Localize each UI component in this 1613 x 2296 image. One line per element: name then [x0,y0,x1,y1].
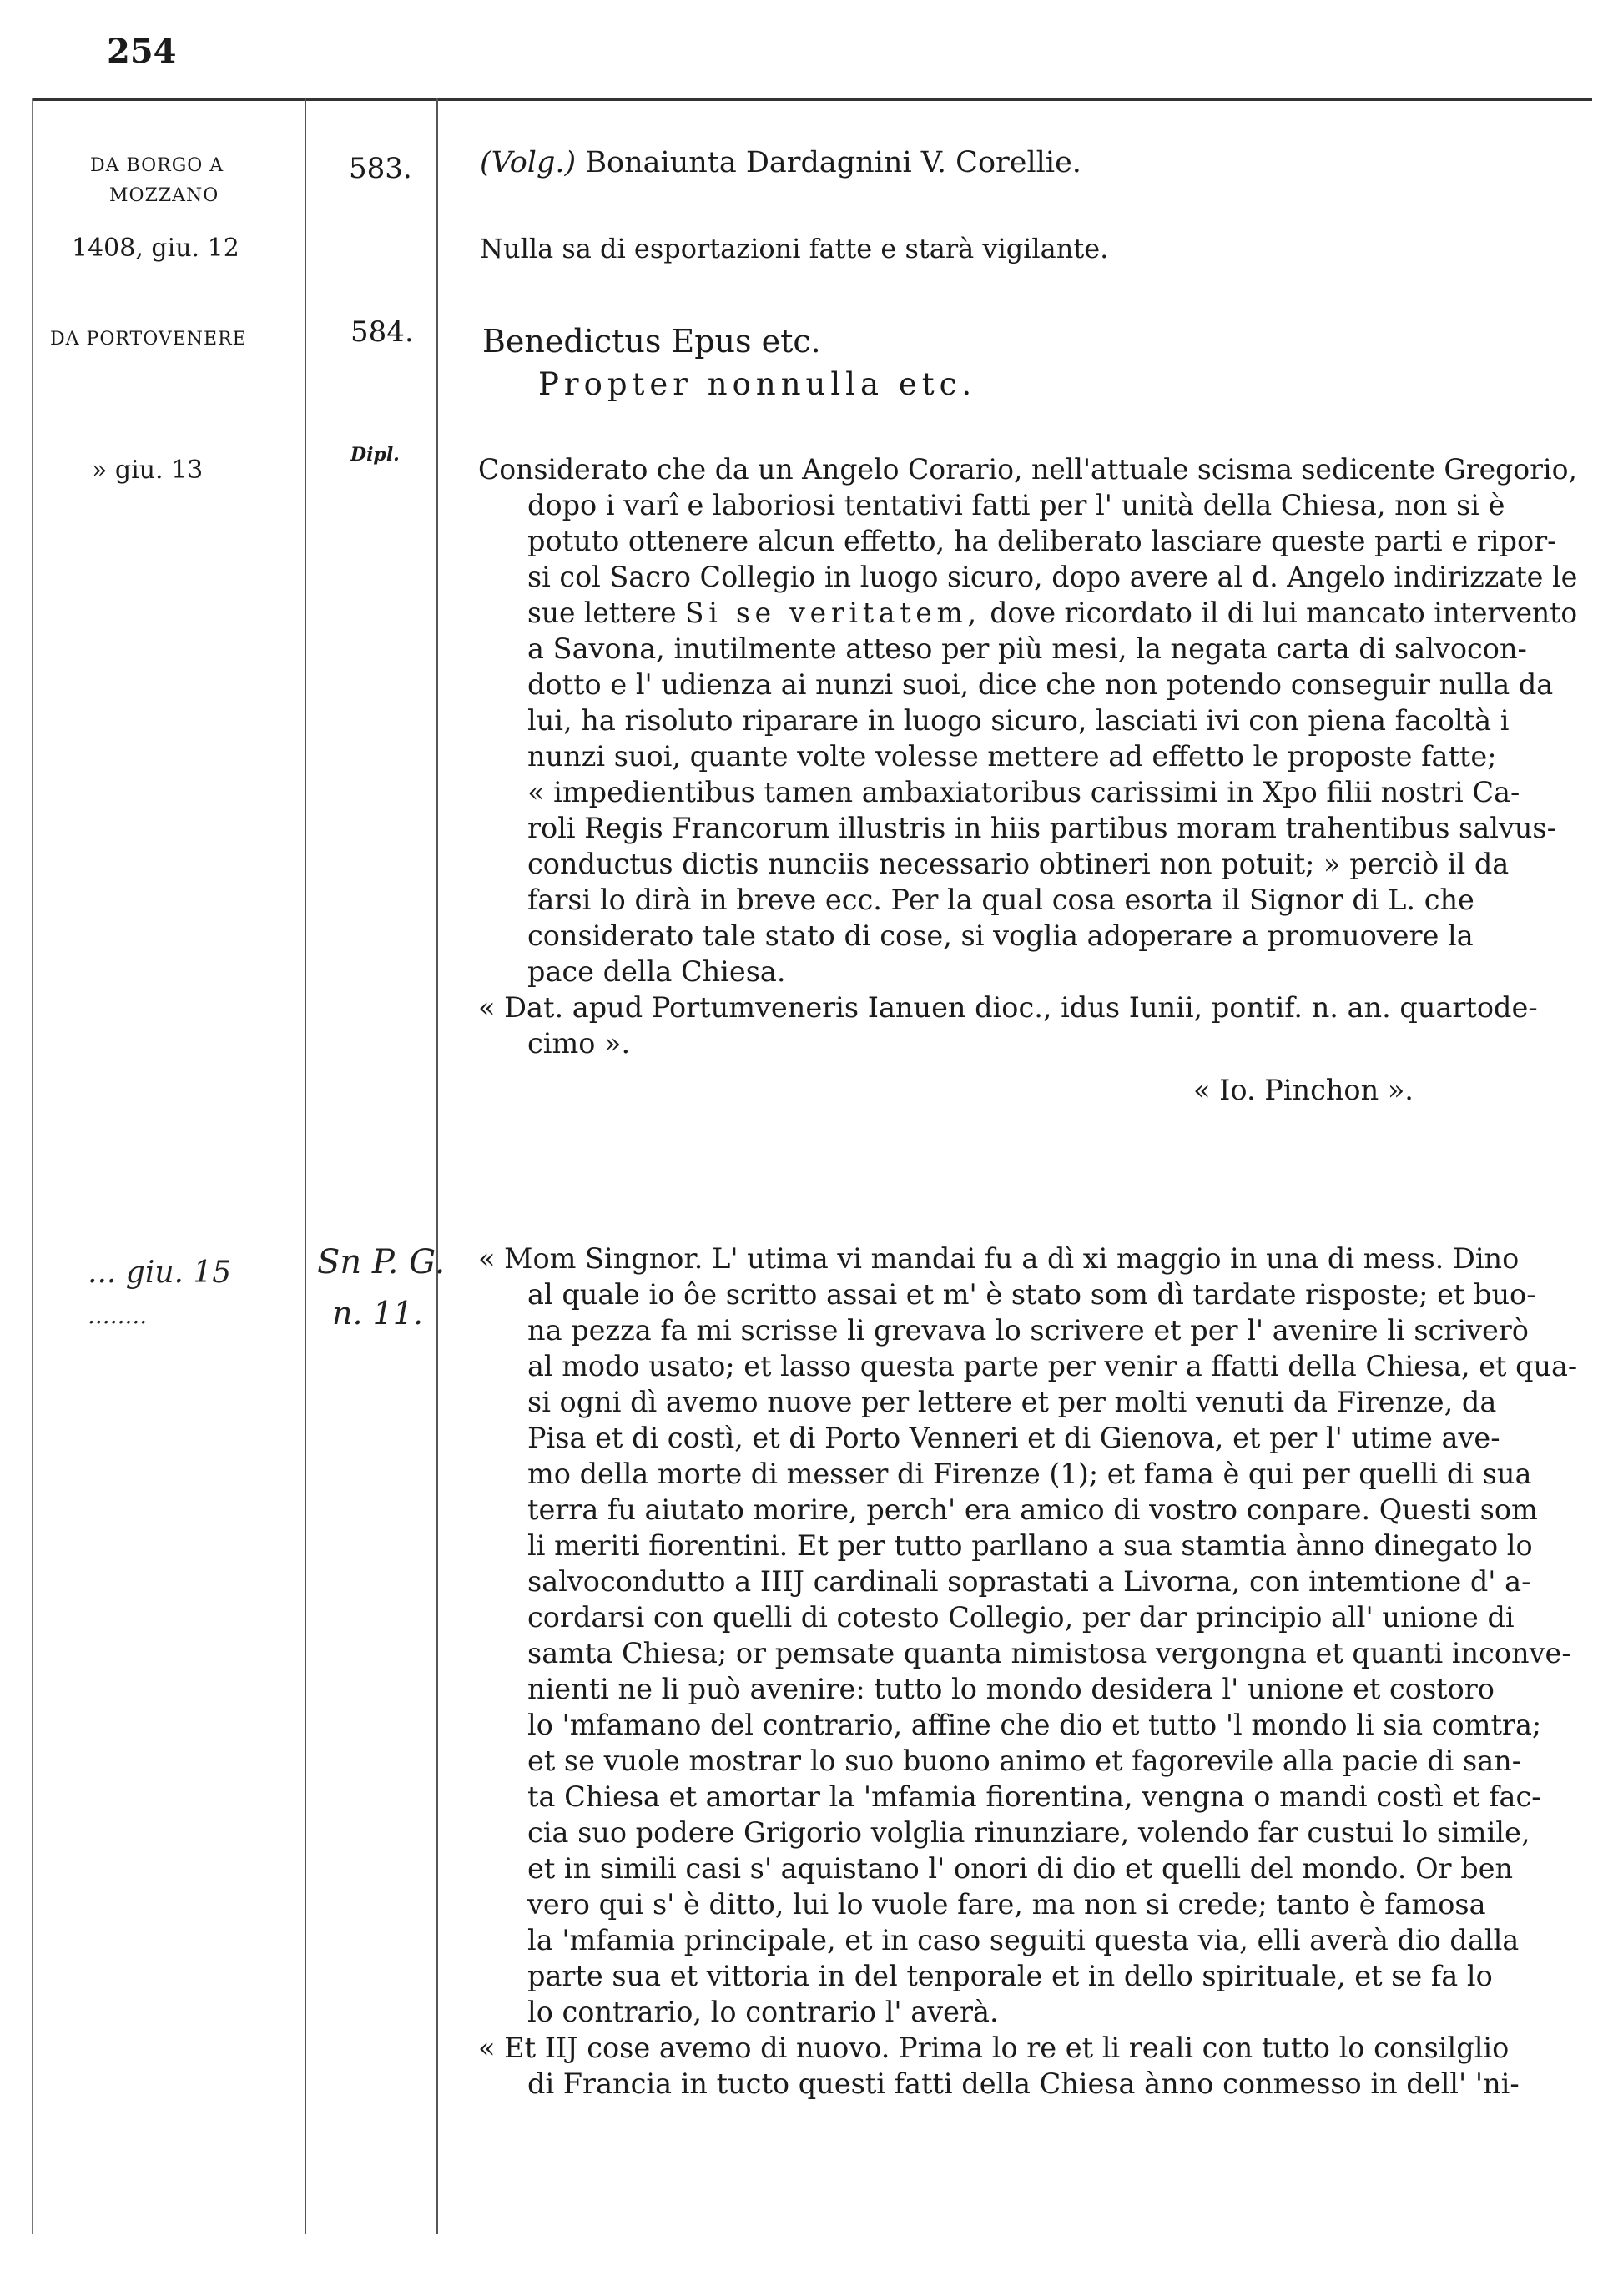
text-line: lui, ha risoluto riparare in luogo sicuro, lasciati ivi con piena facoltà i [527,704,1510,737]
text-line [527,599,1577,627]
entry-583-number: 583. [349,152,412,185]
entry-585-hand-source-2: n. 11. [332,1295,424,1332]
column-rule-1 [305,98,306,2234]
text-line: salvocondutto a IIIJ cardinali soprastati a Livorna, con intemtione d' a- [527,1565,1531,1598]
entry-583-heading-text: Bonaiunta Dardagnini V. Corellie. [585,146,1081,179]
text-line: « Mom Singnor. L' utima vi mandai fu a dì xi maggio in una di mess. Dino [478,1242,1520,1275]
text-line: si col Sacro Collegio in luogo sicuro, dopo avere al d. Angelo indirizzate le [527,561,1578,593]
text-line: conductus dictis nunciis necessario obtineri non potuit; » perciò il da [527,848,1510,880]
text-line: li meriti fiorentini. Et per tutto parllano a sua stamtia ànno dinegato lo [527,1529,1533,1562]
entry-584-incipit: Propter nonnulla etc. [538,366,977,402]
text-line: Considerato che da un Angelo Corario, nell'attuale scisma sedicente Gregorio, [478,453,1577,486]
text-line: di Francia in tucto questi fatti della Chiesa ànno conmesso in dell' 'ni- [527,2067,1520,2100]
entry-583-heading [480,146,1081,179]
entry-585-hand-date-2: ........ [88,1302,148,1329]
entry-583-summary: Nulla sa di esportazioni fatte e starà vigilante. [480,233,1109,264]
text-line: si ogni dì avemo nuove per lettere et per molti venuti da Firenze, da [527,1386,1497,1418]
entry-583-place-2: MOZZANO [109,185,219,206]
text-line: lo contrario, lo contrario l' averà. [527,1996,999,2028]
entry-584-number: 584. [350,315,414,349]
text-line: dotto e l' udienza ai nunzi suoi, dice che non potendo conseguir nulla da [527,668,1554,701]
text-line: na pezza fa mi scrisse li grevava lo scrivere et per l' avenire li scriverò [527,1314,1529,1347]
text-line: pace della Chiesa. [527,955,786,988]
text-span: dove ricordato il di lui mancato intervento [990,597,1578,629]
text-line: al modo usato; et lasso questa parte per venir a ffatti della Chiesa, et qua- [527,1350,1578,1382]
text-line: dopo i varî e laboriosi tentativi fatti per l' unità della Chiesa, non si è [527,489,1505,521]
entry-583-place: DA BORGO A [90,155,224,176]
text-line: et se vuole mostrar lo suo buono animo et fagorevile alla pacie di san- [527,1745,1522,1777]
text-line: cordarsi con quelli di cotesto Collegio, per dar principio all' unione di [527,1601,1515,1634]
entry-584-date: » giu. 13 [92,456,204,485]
left-margin-rule [32,98,33,2234]
text-line: cimo ». [527,1027,631,1060]
text-line: lo 'mfamano del contrario, affine che dio et tutto 'l mondo li sia comtra; [527,1709,1542,1741]
text-line: ta Chiesa et amortar la 'mfamia fiorentina, vengna o mandi costì et fac- [527,1780,1541,1813]
text-line: cia suo podere Grigorio volglia rinunziare, volendo far custui lo simile, [527,1816,1530,1849]
text-line: nunzi suoi, quante volte volesse mettere ad effetto le proposte fatte; [527,740,1497,773]
signature-line: « Io. Pinchon ». [1193,1074,1414,1106]
text-line: et in simili casi s' aquistano l' onori di dio et quelli del mondo. Or ben [527,1852,1514,1885]
entry-584-heading: Benedictus Epus etc. [482,323,821,360]
text-line: parte sua et vittoria in del tenporale et in dello spirituale, et se fa lo [527,1960,1493,1992]
text-line: la 'mfamia principale, et in caso seguiti questa via, elli averà dio dalla [527,1924,1520,1956]
entry-583-heading-prefix: (Volg.) [480,146,577,179]
text-line: mo della morte di messer di Firenze (1); et fama è qui per quelli di sua [527,1458,1532,1490]
text-line: « Et IIJ cose avemo di nuovo. Prima lo re et li reali con tutto lo consilglio [478,2032,1510,2064]
entry-584-place: DA PORTOVENERE [50,329,247,350]
top-rule [32,98,1592,101]
page-number: 254 [107,32,177,71]
text-span: sue lettere [527,597,677,629]
text-line: considerato tale stato di cose, si voglia adoperare a promuovere la [527,919,1474,952]
entry-585-hand-source: Sn P. G. [317,1243,446,1281]
text-line: roli Regis Francorum illustris in hiis partibus moram trahentibus salvus- [527,812,1556,844]
text-span-emph: Si se veritatem, [684,597,981,629]
text-line: a Savona, inutilmente atteso per più mesi, la negata carta di salvocon- [527,632,1527,665]
entry-585-hand-date: ... giu. 15 [88,1256,232,1290]
entry-583-date: 1408, giu. 12 [72,234,239,263]
text-line: samta Chiesa; or pemsate quanta nimistosa vergongna et quanti inconve- [527,1637,1571,1669]
text-line: potuto ottenere alcun effetto, ha deliberato lasciare queste parti e ripor- [527,525,1557,557]
text-line: al quale io ôe scritto assai et m' è stato som dì tardate risposte; et buo- [527,1278,1536,1311]
text-line: vero qui s' è ditto, lui lo vuole fare, ma non si crede; tanto è famosa [527,1888,1486,1921]
text-line: terra fu aiutato morire, perch' era amico di vostro conpare. Questi som [527,1493,1538,1526]
text-line: « impedientibus tamen ambaxiatoribus carissimi in Xpo filii nostri Ca- [527,776,1520,808]
text-line: « Dat. apud Portumveneris Ianuen dioc., idus Iunii, pontif. n. an. quartode- [478,991,1538,1024]
text-line: Pisa et di costì, et di Porto Venneri et di Gienova, et per l' utime ave- [527,1422,1500,1454]
text-line: nienti ne li può avenire: tutto lo mondo desidera l' unione et costoro [527,1673,1495,1705]
column-rule-2 [436,98,438,2234]
entry-584-source: Dipl. [350,444,400,466]
text-line: farsi lo dirà in breve ecc. Per la qual cosa esorta il Signor di L. che [527,884,1474,916]
